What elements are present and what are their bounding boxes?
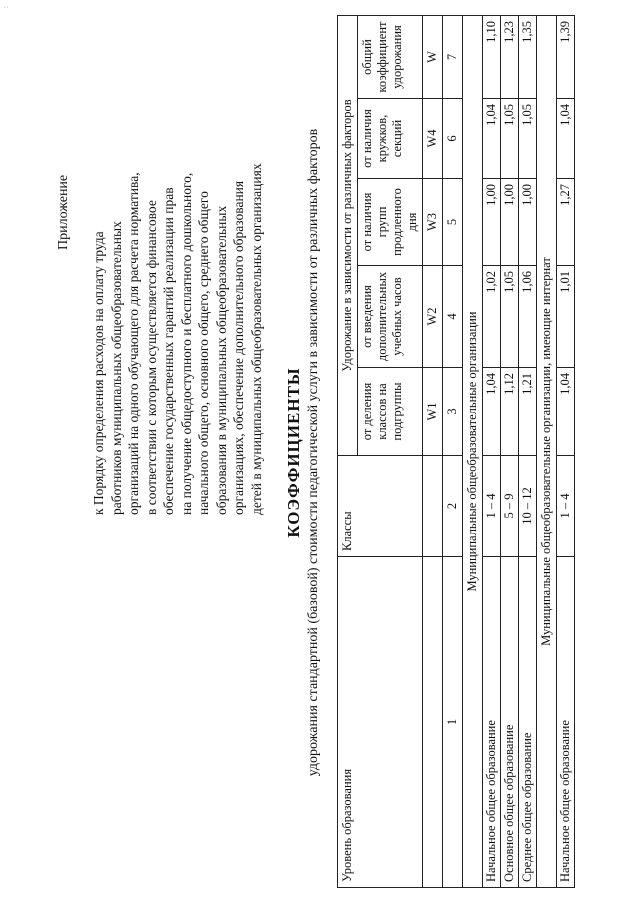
- cell-classes: 10 – 12: [519, 456, 537, 557]
- header-factors-group: Удорожание в зависимости от различных факторов: [338, 15, 358, 455]
- code-w1: W1: [423, 368, 443, 456]
- order-line: на получение общедоступного и бесплатного дошкольного,: [178, 172, 194, 515]
- cell-w2: 1,02: [483, 266, 501, 368]
- code-w2: W2: [423, 266, 443, 368]
- order-reference: [90, 0, 265, 515]
- cell-w1: 1,21: [519, 368, 537, 456]
- table-row: [483, 15, 501, 887]
- cell-w: 1,35: [519, 15, 537, 98]
- cell-w2: 1,05: [501, 266, 519, 368]
- cell-w4: 1,05: [501, 99, 519, 179]
- section-title: Муниципальные общеобразовательные организации, имеющие интернат: [537, 15, 557, 887]
- cell-w3: 1,00: [519, 179, 537, 266]
- order-line: организаций на одного обучающего для расчета норматива,: [126, 172, 141, 515]
- cell-w3: 1,27: [557, 179, 575, 266]
- header-total: общий коэффициент удорожания: [358, 15, 423, 98]
- cell-level: Начальное общее образование: [483, 557, 501, 888]
- header-factor-w1: от деления классов на подгруппы: [358, 368, 423, 456]
- header-factor-w3: от наличия групп продленного дня: [358, 179, 423, 266]
- order-line: детей в муниципальных общеобразовательных организациях: [248, 163, 264, 515]
- cell-w4: 1,04: [557, 99, 575, 179]
- cell-w: 1,23: [501, 15, 519, 98]
- cell-w: 1,10: [483, 15, 501, 98]
- column-number: 4: [443, 266, 463, 368]
- cell-w1: 1,04: [557, 368, 575, 456]
- coefficients-table: [337, 15, 575, 888]
- header-factor-w4: от наличия кружков, секций: [358, 99, 423, 179]
- code-w: W: [423, 15, 443, 98]
- order-line: в соответствии с которым осуществляется финансовое: [143, 200, 159, 515]
- column-number: 1: [443, 557, 463, 888]
- cell-w1: 1,12: [501, 368, 519, 456]
- table-row: [519, 15, 537, 887]
- cell-w: 1,39: [557, 15, 575, 98]
- document-subtitle: удорожания стандартной (базовой) стоимости педагогической услуги в зависимости от различных факторов: [306, 128, 321, 777]
- header-classes: Классы: [338, 456, 423, 557]
- cell-level: Среднее общее образование: [519, 557, 537, 888]
- cell-w4: 1,05: [519, 99, 537, 179]
- cell-w4: 1,04: [483, 99, 501, 179]
- order-line: начального общего, основного общего, среднего общего: [196, 191, 211, 515]
- document-title: КОЭФФИЦИЕНТЫ: [284, 367, 303, 538]
- header-factor-w2: от введения дополнительных учебных часов: [358, 266, 423, 368]
- cell-level: Основное общее образование: [501, 557, 519, 888]
- cell-w1: 1,04: [483, 368, 501, 456]
- cell-level: Начальное общее образование: [557, 557, 575, 888]
- order-line: к Порядку определения расходов на оплату труда: [91, 231, 106, 515]
- column-number: 6: [443, 99, 463, 179]
- order-line: образования в муниципальных общеобразовательных: [213, 205, 229, 515]
- column-number: 5: [443, 179, 463, 266]
- cell-w2: 1,01: [557, 266, 575, 368]
- appendix-label: Приложение: [56, 174, 71, 250]
- header-level: Уровень образования: [338, 557, 423, 888]
- cell-classes: 5 – 9: [501, 456, 519, 557]
- section-title: Муниципальные общеобразовательные организации: [463, 15, 483, 887]
- code-w3: W3: [423, 179, 443, 266]
- cell-classes: 1 – 4: [557, 456, 575, 557]
- cell-classes: 1 – 4: [483, 456, 501, 557]
- order-line: работников муниципальных общеобразовательных: [108, 221, 124, 515]
- order-line: обеспечение государственных гарантий реализации прав: [161, 187, 176, 515]
- table-row: [501, 15, 519, 887]
- column-number: 7: [443, 15, 463, 98]
- order-line: организациях, обеспечение дополнительного образования: [231, 180, 246, 515]
- code-w4: W4: [423, 99, 443, 179]
- column-number: 2: [443, 456, 463, 557]
- table-row: [557, 15, 575, 887]
- cell-w3: 1,00: [483, 179, 501, 266]
- cell-w3: 1,00: [501, 179, 519, 266]
- page-mark: :: [2, 6, 10, 8]
- column-number: 3: [443, 368, 463, 456]
- cell-w2: 1,06: [519, 266, 537, 368]
